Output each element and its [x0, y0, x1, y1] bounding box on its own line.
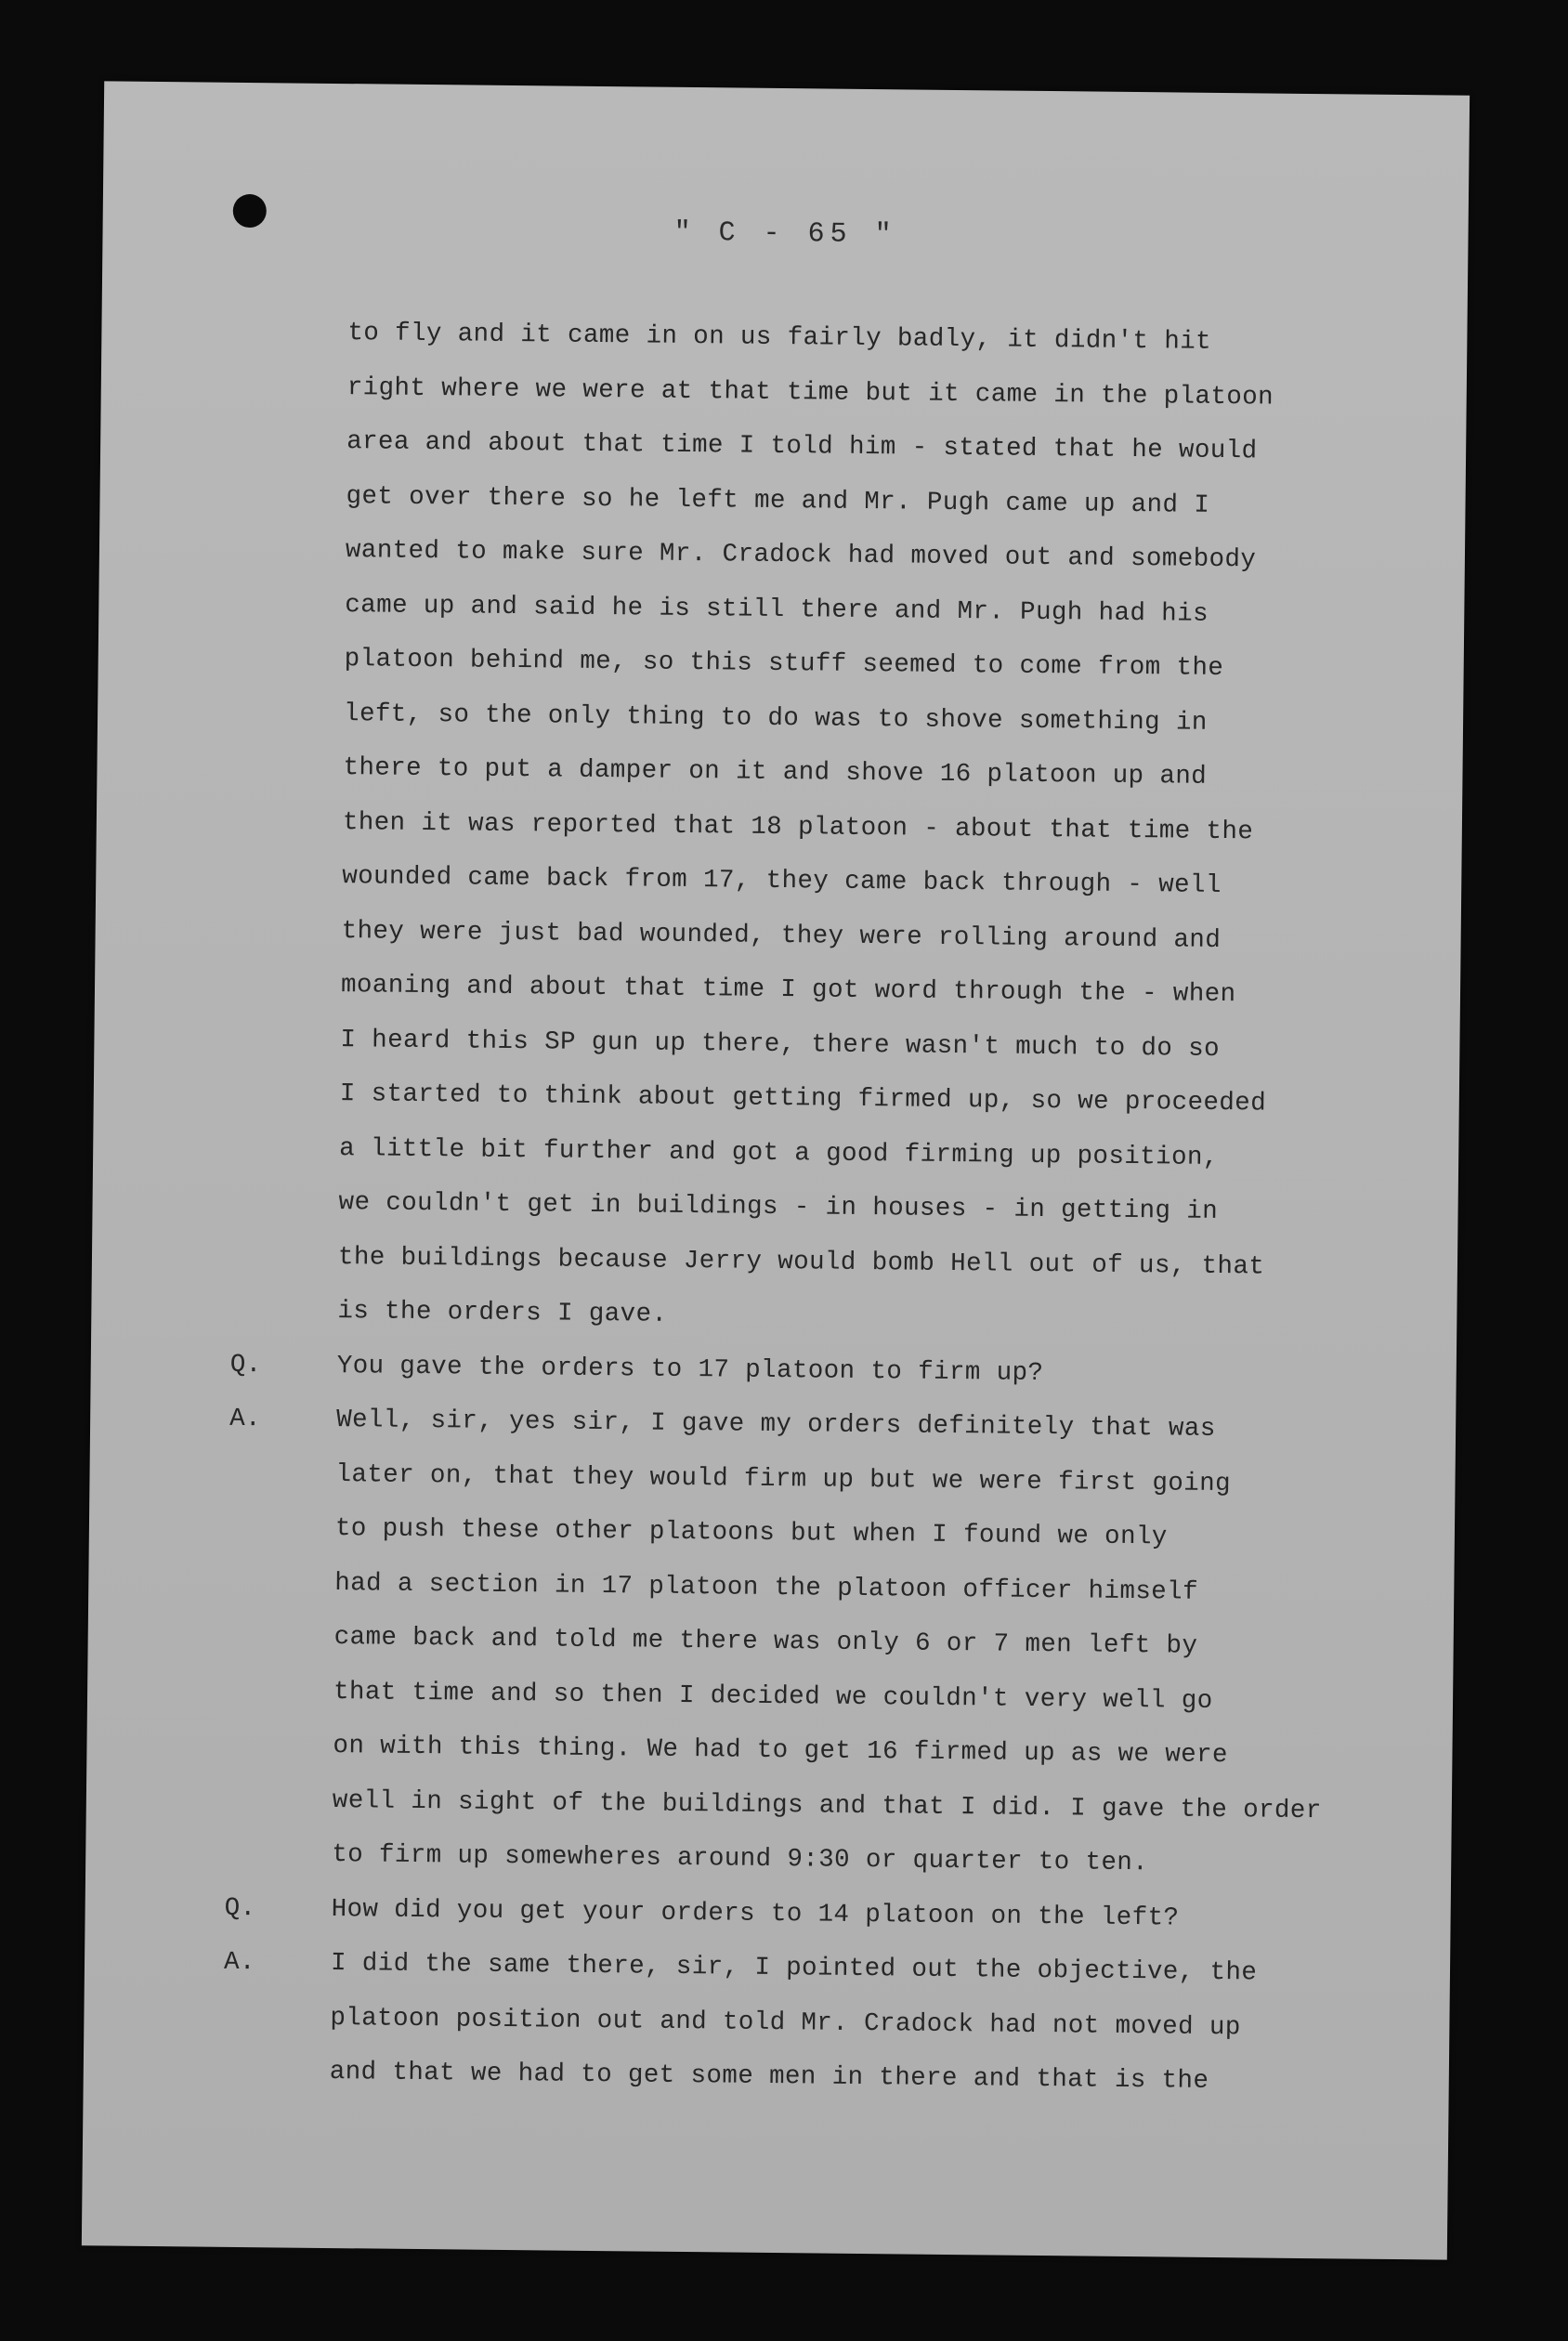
line-text: How did you get your orders to 14 platoon on the left?	[331, 1894, 1180, 1933]
speaker-marker	[240, 468, 314, 469]
speaker-marker	[229, 1501, 303, 1502]
page-header: " C - 65 "	[673, 216, 897, 252]
speaker-marker	[227, 1719, 301, 1720]
document-page	[82, 81, 1470, 2259]
line-text: is the orders I gave.	[337, 1297, 668, 1329]
line-text: and that we had to get some men in there and that is the	[329, 2058, 1209, 2096]
speaker-marker	[234, 1012, 308, 1013]
line-text: we couldn't get in buildings - in houses - in getting in	[338, 1188, 1219, 1226]
speaker-marker	[223, 2045, 297, 2046]
line-text: Well, sir, yes sir, I gave my orders definitely that was	[335, 1406, 1216, 1444]
speaker-marker	[233, 1066, 307, 1067]
line-text: wanted to make sure Mr. Cradock had moved out and somebody	[345, 536, 1257, 575]
speaker-marker: A.	[223, 1947, 256, 1978]
transcript-body	[223, 306, 1403, 2111]
line-text: then it was reported that 18 platoon - about that time the	[342, 807, 1254, 846]
speaker-marker	[236, 794, 310, 795]
speaker-marker	[234, 958, 308, 959]
speaker-marker	[239, 523, 313, 524]
line-text: to push these other platoons but when I found we only	[334, 1514, 1168, 1552]
speaker-marker	[242, 306, 316, 307]
line-text: moaning and about that time I got word through the - when	[340, 971, 1236, 1010]
transcript-line	[223, 2045, 1385, 2112]
speaker-marker	[235, 903, 309, 904]
line-text: well in sight of the buildings and that I did. I gave the order	[332, 1785, 1322, 1825]
speaker-marker	[239, 577, 313, 578]
line-text: area and about that time I told him - stated that he would	[346, 427, 1258, 466]
line-text: I started to think about getting firmed up, so we proceeded	[339, 1079, 1267, 1118]
speaker-marker	[233, 1120, 307, 1121]
line-text: the buildings because Jerry would bomb Hell out of us, that	[337, 1242, 1265, 1282]
line-text: platoon position out and told Mr. Cradock had not moved up	[330, 2003, 1241, 2042]
speaker-marker	[224, 1990, 298, 1991]
line-text: they were just bad wounded, they were rolling around and	[341, 916, 1222, 955]
speaker-marker	[226, 1772, 300, 1773]
line-text: came back and told me there was only 6 or 7 men left by	[333, 1623, 1198, 1661]
line-text: get over there so he left me and Mr. Pugh came up and I	[346, 481, 1210, 520]
line-text: You gave the orders to 17 platoon to firm up?	[336, 1351, 1044, 1388]
speaker-marker	[237, 740, 311, 741]
speaker-marker: Q.	[229, 1350, 262, 1380]
speaker-marker	[238, 632, 312, 633]
line-text: wounded came back from 17, they came back through - well	[342, 862, 1222, 901]
line-text: right where we were at that time but it came in the platoon	[346, 373, 1274, 412]
line-text: came up and said he is still there and Mr. Pugh had his	[345, 590, 1209, 629]
speaker-marker	[229, 1446, 304, 1447]
line-text: left, so the only thing to do was to shove something in	[343, 699, 1208, 738]
speaker-marker	[232, 1175, 307, 1176]
speaker-marker: Q.	[224, 1893, 256, 1923]
line-text: I did the same there, sir, I pointed out the objective, the	[330, 1949, 1258, 1988]
line-text: a little bit further and got a good firming up position,	[339, 1133, 1219, 1172]
line-text: there to put a damper on it and shove 16 platoon up and	[343, 753, 1208, 791]
line-text: later on, that they would firm up but we were first going	[335, 1459, 1232, 1498]
line-text: had a section in 17 platoon the platoon officer himself	[334, 1568, 1199, 1607]
line-text: to firm up somewheres around 9:30 or quarter to ten.	[332, 1840, 1149, 1878]
speaker-marker	[240, 414, 314, 415]
line-text: I heard this SP gun up there, there wasn't much to do so	[340, 1025, 1221, 1064]
line-text: on with this thing. We had to get 16 firmed up as we were	[333, 1732, 1229, 1771]
line-text: to fly and it came in on us fairly badly, it didn't hit	[347, 319, 1212, 357]
line-text: that time and so then I decided we couldn't very well go	[333, 1677, 1213, 1716]
speaker-marker	[226, 1827, 300, 1828]
speaker-marker	[228, 1610, 302, 1611]
speaker-marker	[229, 1555, 303, 1556]
speaker-marker: A.	[229, 1404, 262, 1434]
speaker-marker	[231, 1284, 306, 1285]
speaker-marker	[237, 686, 311, 687]
speaker-marker	[231, 1229, 306, 1230]
line-text: platoon behind me, so this stuff seemed to come from the	[344, 645, 1224, 684]
speaker-marker	[227, 1664, 301, 1665]
speaker-marker	[236, 849, 310, 850]
